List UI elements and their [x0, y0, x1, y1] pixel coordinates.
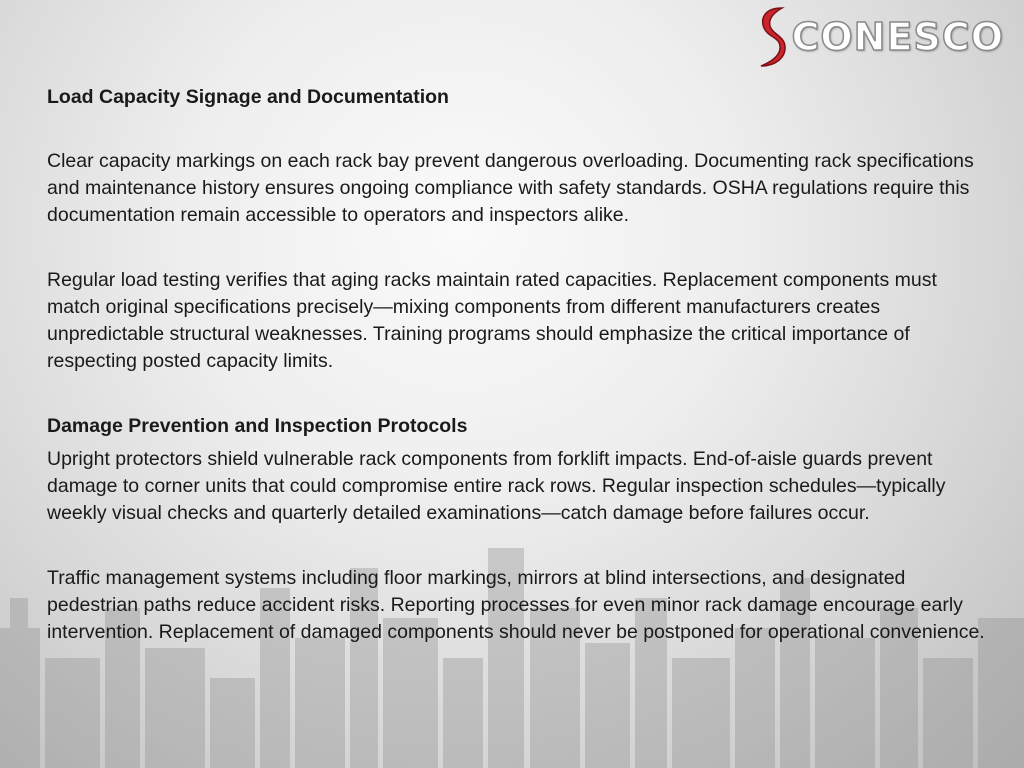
section-heading-load-capacity: Load Capacity Signage and Documentation [47, 86, 449, 108]
conesco-wordmark: CONESCO [791, 15, 1004, 59]
slide-content [47, 84, 987, 646]
conesco-s-mark-icon [755, 4, 789, 70]
paragraph-load-testing: Regular load testing verifies that aging racks maintain rated capacities. Replacement components must match original specifications precisely—mixing components from different manufacturers creates unpredictable structural weaknesses. Training programs should emphasize the critical importance of respecting posted capacity limits. [47, 269, 937, 372]
conesco-logo [755, 4, 1004, 70]
paragraph-upright-protectors: Upright protectors shield vulnerable rack components from forklift impacts. End-of-aisle guards prevent damage to corner units that could compromise entire rack rows. Regular inspection schedules—typically weekly visual checks and quarterly detailed examinations—catch damage before failures occur. [47, 448, 946, 524]
section-heading-damage-prevention: Damage Prevention and Inspection Protocols [47, 415, 468, 437]
paragraph-capacity-markings: Clear capacity markings on each rack bay prevent dangerous overloading. Documenting rack specifications and maintenance history ensures ongoing compliance with safety standards. OSHA regulations require this documentation remain accessible to operators and inspectors alike. [47, 150, 974, 226]
paragraph-traffic-management: Traffic management systems including floor markings, mirrors at blind intersections, and designated pedestrian paths reduce accident risks. Reporting processes for even minor rack damage encourage early intervention. Replacement of damaged components should never be postponed for operational convenience. [47, 567, 985, 643]
